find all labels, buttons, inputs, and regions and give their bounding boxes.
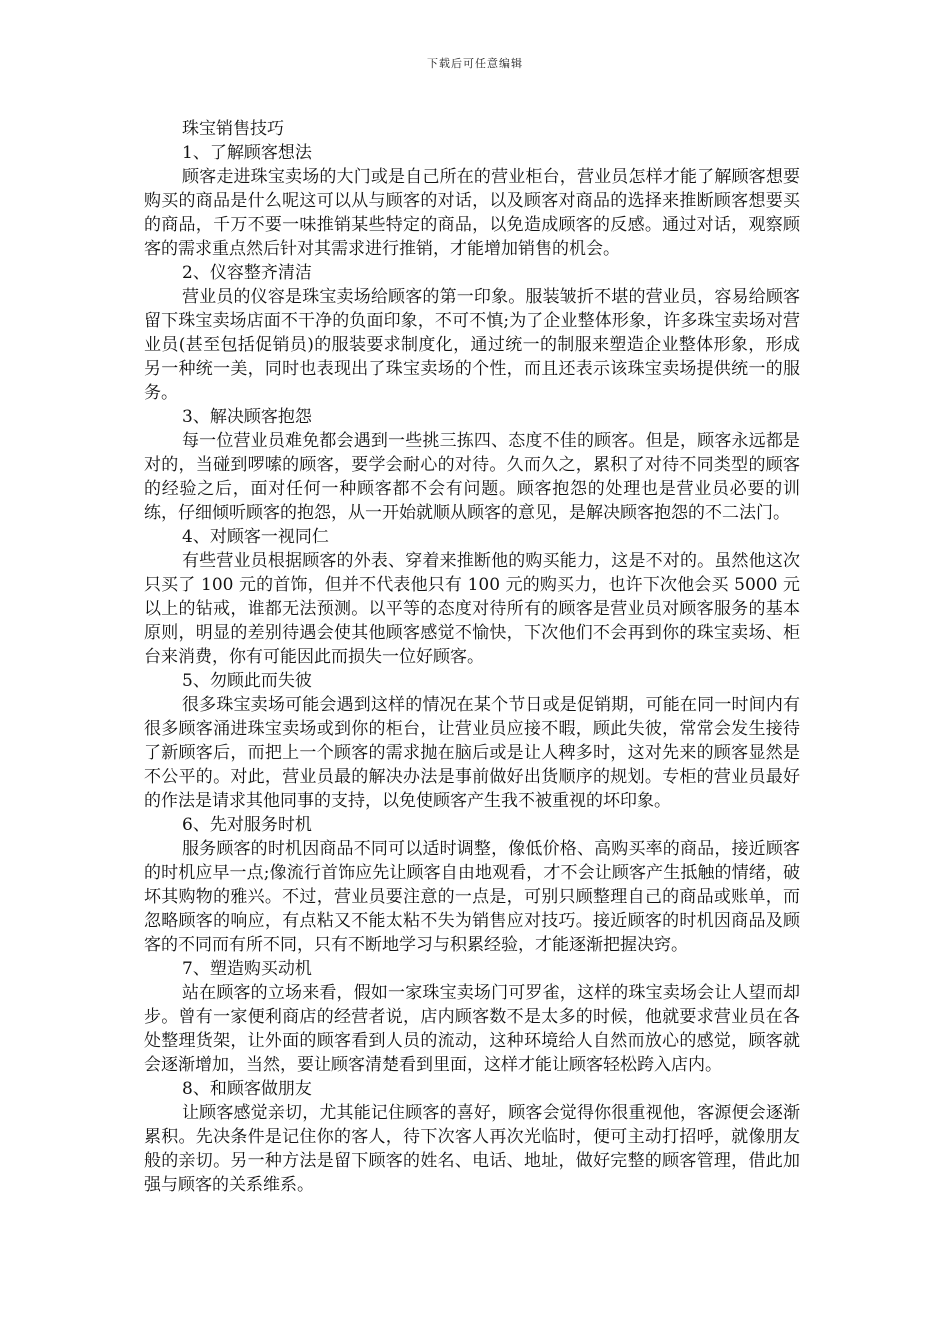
section-paragraph: 营业员的仪容是珠宝卖场给顾客的第一印象。服装皱折不堪的营业员，容易给顾客留下珠宝卖场店面不干净的负面印象，不可不慎;为了企业整体形象，许多珠宝卖场对营业员(甚至包括促销员)的服装要求制度化，通过统一的制服来塑造企业整体形象，形成另一种统一美，同时也表现出了珠宝卖场的个性，而且还表示该珠宝卖场提供统一的服务。: [144, 287, 800, 403]
section-paragraph: 每一位营业员难免都会遇到一些挑三拣四、态度不佳的顾客。但是，顾客永远都是对的，当碰到啰嗦的顾客，要学会耐心的对待。久而久之，累积了对待不同类型的顾客的经验之后，面对任何一种顾客都不会有问题。顾客抱怨的处理也是营业员必要的训练，仔细倾听顾客的抱怨，从一开始就顺从顾客的意见，是解决顾客抱怨的不二法门。: [144, 431, 800, 523]
section-paragraph: 服务顾客的时机因商品不同可以适时调整，像低价格、高购买率的商品，接近顾客的时机应早一点;像流行首饰应先让顾客自由地观看，才不会让顾客产生抵触的情绪，破坏其购物的雅兴。不过，营业员要注意的一点是，可别只顾整理自己的商品或账单，而忽略顾客的响应，有点粘又不能太粘不失为销售应对技巧。接近顾客的时机因商品及顾客的不同而有所不同，只有不断地学习与积累经验，才能逐渐把握决窍。: [144, 839, 800, 955]
section-heading: 7、塑造购买动机: [182, 959, 312, 979]
section-heading: 1、了解顾客想法: [182, 143, 312, 163]
section-paragraph: 顾客走进珠宝卖场的大门或是自己所在的营业柜台，营业员怎样才能了解顾客想要购买的商品是什么呢这可以从与顾客的对话，以及顾客对商品的选择来推断顾客想要买的商品，千万不要一味推销某些特定的商品，以免造成顾客的反感。通过对话，观察顾客的需求重点然后针对其需求进行推销，才能增加销售的机会。: [144, 167, 800, 259]
section-heading: 6、先对服务时机: [182, 815, 312, 835]
document-body: [144, 117, 800, 1197]
section-paragraph: 很多珠宝卖场可能会遇到这样的情况在某个节日或是促销期，可能在同一时间内有很多顾客涌进珠宝卖场或到你的柜台，让营业员应接不暇，顾此失彼，常常会发生接待了新顾客后，而把上一个顾客的需求抛在脑后或是让人稗多时，这对先来的顾客显然是不公平的。对此，营业员最的解决办法是事前做好出货顺序的规划。专柜的营业员最好的作法是请求其他同事的支持，以免使顾客产生我不被重视的坏印象。: [144, 695, 800, 811]
section-paragraph: 有些营业员根据顾客的外表、穿着来推断他的购买能力，这是不对的。虽然他这次只买了 100 元的首饰，但并不代表他只有 100 元的购买力，也许下次他会买 5000 元以上的钻戒，谁都无法预测。以平等的态度对待所有的顾客是营业员对顾客服务的基本原则，明显的差别待遇会使其他顾客感觉不愉快，下次他们不会再到你的珠宝卖场、柜台来消费，你有可能因此而损失一位好顾客。: [144, 551, 800, 667]
section-heading: 4、对顾客一视同仁: [182, 527, 329, 547]
section-heading: 8、和顾客做朋友: [182, 1079, 312, 1099]
document-title: 珠宝销售技巧: [182, 119, 284, 139]
section-paragraph: 站在顾客的立场来看，假如一家珠宝卖场门可罗雀，这样的珠宝卖场会让人望而却步。曾有一家便利商店的经营者说，店内顾客数不是太多的时候，他就要求营业员在各处整理货架，让外面的顾客看到人员的流动，这种环境给人自然而放心的感觉，顾客就会逐渐增加，当然，要让顾客清楚看到里面，这样才能让顾客轻松跨入店内。: [144, 983, 800, 1075]
section-heading: 3、解决顾客抱怨: [182, 407, 312, 427]
page-header-note: 下载后可任意编辑: [427, 57, 523, 70]
section-heading: 2、仪容整齐清洁: [182, 263, 312, 283]
section-heading: 5、勿顾此而失彼: [182, 671, 312, 691]
section-paragraph: 让顾客感觉亲切，尤其能记住顾客的喜好，顾客会觉得你很重视他，客源便会逐渐累积。先决条件是记住你的客人，待下次客人再次光临时，便可主动打招呼，就像朋友般的亲切。另一种方法是留下顾客的姓名、电话、地址，做好完整的顾客管理，借此加强与顾客的关系维系。: [144, 1103, 800, 1195]
